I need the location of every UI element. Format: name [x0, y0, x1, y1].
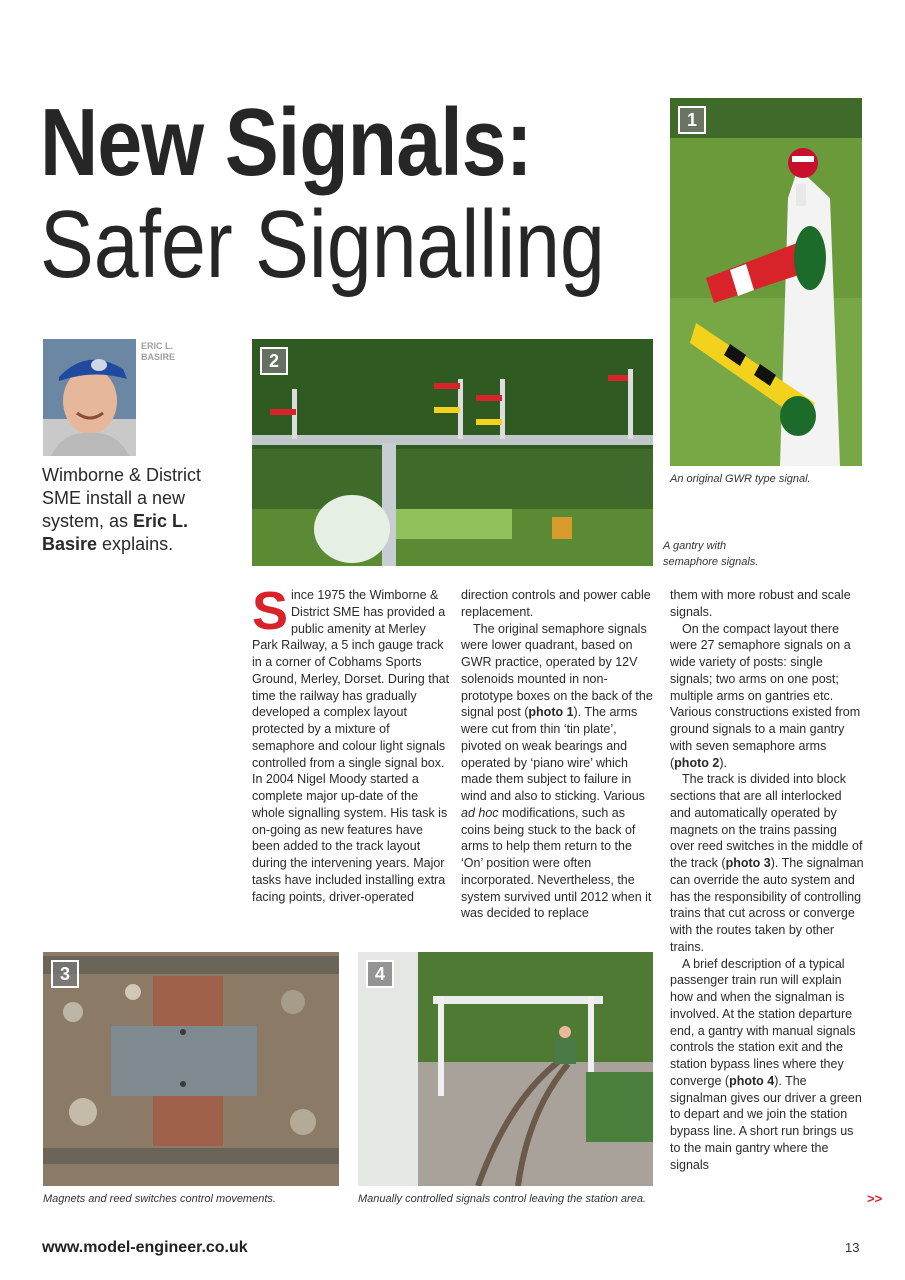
photo-3-caption: Magnets and reed switches control movements.: [43, 1193, 276, 1205]
body-col2-p1: direction controls and power cable replacement.: [461, 588, 651, 619]
photo-1-caption: An original GWR type signal.: [670, 473, 811, 485]
photo-ref: photo 1: [528, 705, 574, 720]
body-column-2: [461, 587, 657, 922]
photo-4-caption: Manually controlled signals control leaving the station area.: [358, 1193, 646, 1205]
body-col1-text: ince 1975 the Wimborne & District SME has provided a public amenity at Merley Park Railway, a 5 inch gauge track in a corner of Cobhams Sports Ground, Merley, Dorset. During that time the railway has gradually developed a complex layout protected by a mixture of semaphore and colour light signals controlled from a single signal box. In 2004 Nigel Moody started a complete major up-date of the whole signalling system. His task is on-going as new features have been added to the track layout during the intervening years. Major tasks have included installing extra facing points, driver-operated: [252, 588, 450, 904]
author-label-last: BASIRE: [141, 352, 176, 362]
headline-sub: Safer Signalling: [40, 191, 605, 298]
author-photo: [43, 339, 136, 456]
photo-2-caption: A gantry with semaphore signals.: [663, 540, 759, 568]
photo-1-number: 1: [678, 106, 706, 134]
intro-author: Eric L. Basire: [42, 511, 189, 554]
intro-standfirst: [42, 464, 222, 556]
photo-ref: photo 3: [725, 856, 771, 870]
footer-url[interactable]: www.model-engineer.co.uk: [42, 1239, 248, 1256]
photo-ref: photo 2: [674, 755, 720, 770]
photo-3: [43, 952, 339, 1186]
intro-text: Wimborne & District SME install a new system, as: [42, 465, 202, 531]
body-col3-p2: On the compact layout there were 27 semaphore signals on a wide variety of posts: single signals; two arms on one post; multiple arms on gantries etc. Various constructions existed from ground signals to a main gantry with seven semaphore arms (photo 2).: [670, 621, 861, 770]
author-label: [141, 341, 191, 363]
author-label-first: ERIC L.: [141, 341, 174, 351]
photo-3-number: 3: [51, 960, 79, 988]
body-col2-p2: The original semaphore signals were lower quadrant, based on GWR practice, operated by 12V solenoids mounted in non-prototype boxes on the back of the signal post (photo 1). The arms were cut from thin ‘tin plate’, pivoted on weak bearings and operated by ‘piano wire’ which made them subject to failure in wind and also to sticking. Various ad hoc modifications, such as coins being stuck to the back of arms to help them return to the ‘On’ position were often incorporated. Nevertheless, the system survived until 2012 when it was decided to replace: [461, 621, 653, 921]
body-column-3: [670, 587, 864, 1173]
body-column-1: [252, 581, 450, 905]
photo-2-number: 2: [260, 347, 288, 375]
page-number: 13: [845, 1240, 860, 1255]
photo-4-number: 4: [366, 960, 394, 988]
headline-main: New Signals:: [40, 89, 532, 196]
drop-cap: S: [252, 581, 289, 641]
body-col3-p1: them with more robust and scale signals.: [670, 588, 851, 619]
continue-arrow-icon: >>: [867, 1191, 883, 1206]
body-col3-p3: The track is divided into block sections that are all interlocked and automatically operated by magnets on the trains passing over reed switches in the middle of the track (photo 3). The signalman can override the auto system and has the responsibility of controlling trains that cut across or converge with the routes taken by other trains.: [670, 772, 864, 954]
photo-1: [670, 98, 862, 466]
photo-ref: photo 4: [729, 1073, 775, 1088]
intro-text-end: explains.: [97, 534, 174, 554]
body-col3-p4: A brief description of a typical passenger train run will explain how and when the signalman is involved. At the station departure end, a gantry with manual signals controls the station exit and the station bypass lines where they converge (photo 4). The signalman gives our driver a green to depart and we join the station bypass line. A short run brings us to the main gantry where the signals: [670, 956, 862, 1172]
photo-2: [252, 339, 653, 566]
photo-4: [358, 952, 653, 1186]
